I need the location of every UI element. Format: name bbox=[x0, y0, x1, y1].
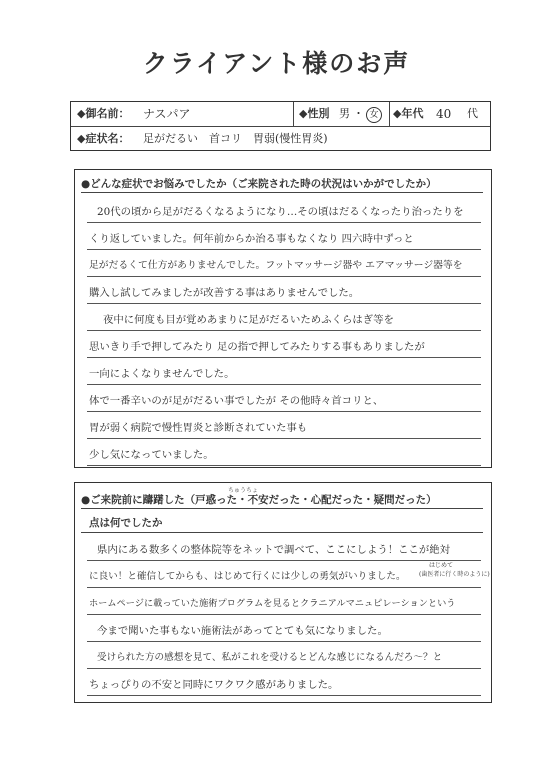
divider bbox=[293, 102, 294, 126]
answer-line: 一向によくなりませんでした。 bbox=[89, 368, 235, 380]
age-value: 40 bbox=[436, 107, 452, 121]
answer-line: ホームページに載っていた施術プログラムを見るとクラニアルマニュピレーションという bbox=[89, 598, 456, 609]
heading-underline bbox=[81, 508, 483, 509]
gender-separator: ・ bbox=[353, 107, 364, 120]
gender-female: 女 bbox=[366, 107, 382, 123]
section1-heading: ●どんな症状でお悩みでしたか（ご来院された時の状況はいかがでしたか） bbox=[81, 178, 437, 190]
answer-line: 購入し試してみましたが改善する事はありませんでした。 bbox=[89, 287, 360, 299]
divider bbox=[389, 102, 390, 126]
heading-underline bbox=[81, 192, 483, 193]
answer-line: 20代の頃から足がだるくなるようになり…その頃はだるくなったり治ったりを bbox=[97, 206, 464, 218]
answer-line: 受けられた方の感想を見て、私がこれを受けるとどんな感じになるんだろ～？と bbox=[97, 652, 443, 663]
answer-line: くり返していました。何年前からか治る事もなくなり 四六時中ずっと bbox=[89, 233, 414, 245]
gender-female-circled bbox=[366, 106, 382, 122]
info-row-2 bbox=[71, 127, 490, 151]
section2-heading-line2: 点は何でしたか bbox=[89, 517, 163, 529]
answer-line: 少し気になっていました。 bbox=[89, 449, 214, 461]
answer-line: 体で一番辛いのが足がだるい事でしたが その他時々首コリと、 bbox=[89, 395, 384, 407]
gender-male: 男 bbox=[339, 107, 350, 120]
answer-line: 今まで聞いた事もない施術法があってとても気になりました。 bbox=[97, 625, 388, 637]
answer-line: に良い！と確信してからも、はじめて行くには少しの勇気がいりました。 bbox=[89, 571, 406, 582]
section2-heading: ●ご来院前に躊躇した（戸惑った・不安だった・心配だった・疑問だった） bbox=[81, 494, 437, 506]
symptom-value: 足がだるい 首コリ 胃弱(慢性胃炎) bbox=[143, 132, 328, 145]
ruby-annotation: ちゅうちょ bbox=[228, 487, 259, 494]
handwritten-note: (歯医者に行く時のように) bbox=[419, 571, 490, 578]
age-unit: 代 bbox=[467, 107, 478, 120]
symptom-label: ◆症状名： bbox=[77, 132, 130, 145]
info-row-1 bbox=[71, 102, 490, 127]
answer-line: 思いきり手で押してみたり 足の指で押してみたりする事もありましたが bbox=[89, 341, 425, 353]
answer-line: ちょっぴりの不安と同時にワクワク感がありました。 bbox=[89, 679, 339, 691]
age-label: ◆年代 bbox=[393, 107, 424, 120]
name-label: ◆御名前： bbox=[77, 107, 130, 120]
handwritten-note: はじめて bbox=[429, 562, 454, 569]
client-info-box bbox=[70, 101, 491, 151]
gender-label: ◆性別 bbox=[299, 107, 330, 120]
section-hesitation bbox=[74, 482, 492, 703]
answer-line: 胃が弱く病院で慢性胃炎と診断されていた事も bbox=[89, 422, 308, 434]
answer-line: 夜中に何度も目が覚めあまりに足がだるいためふくらはぎ等を bbox=[103, 314, 394, 326]
section-symptoms bbox=[74, 169, 492, 468]
answer-line: 県内にある数多くの整体院等をネットで調べて、ここにしよう！ここが絶対 bbox=[97, 544, 451, 556]
name-value: ナスパア bbox=[143, 107, 191, 121]
page-title: クライアント様のお声 bbox=[142, 49, 411, 78]
answer-line: 足がだるくて仕方がありませんでした。フットマッサージ器や エアマッサージ器等を bbox=[89, 260, 463, 271]
